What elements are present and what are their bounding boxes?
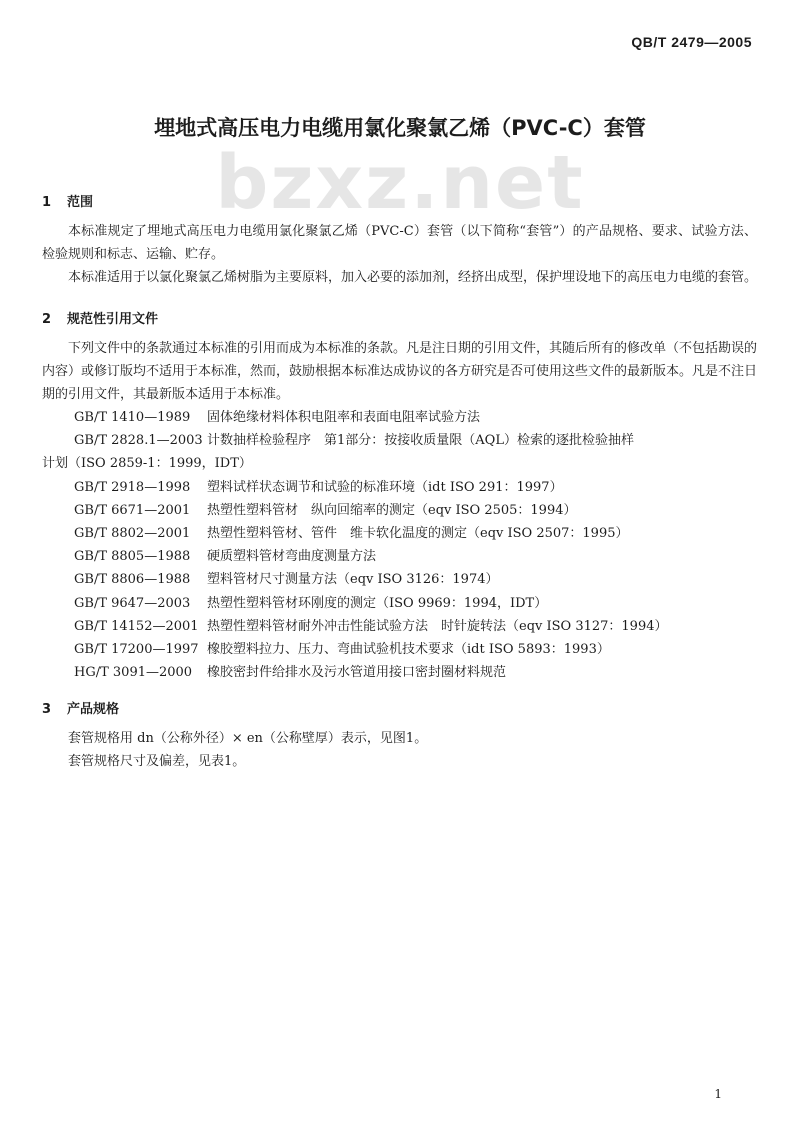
reference-title: 热塑性塑料管材耐外冲击性能试验方法 时针旋转法（eqv ISO 3127：1994） [207, 618, 668, 634]
reference-title: 热塑性塑料管材、管件 维卡软化温度的测定（eqv ISO 2507：1995） [207, 526, 629, 542]
reference-title: 硬质塑料管材弯曲度测量方法 [207, 549, 377, 565]
section-1-heading [42, 191, 757, 210]
reference-title: 热塑性塑料管材环刚度的测定（ISO 9969：1994，IDT） [207, 595, 548, 611]
normative-references-list [42, 406, 757, 684]
paragraph: 本标准适用于以氯化聚氯乙烯树脂为主要原料，加入必要的添加剂，经挤出成型，保护埋设地下的高压电力电缆的套管。 [68, 270, 758, 285]
section-title: 范围 [67, 195, 94, 210]
reference-title: 固体绝缘材料体积电阻率和表面电阻率试验方法 [207, 410, 481, 425]
reference-title: 橡胶密封件给排水及污水管道用接口密封圈材料规范 [207, 665, 507, 681]
reference-item [42, 615, 757, 638]
reference-code: GB/T 14152—2001 [74, 618, 199, 634]
reference-title: 塑料试样状态调节和试验的标准环境（idt ISO 291：1997） [207, 479, 563, 495]
section-title: 产品规格 [67, 702, 120, 718]
reference-code: GB/T 8802—2001 [74, 526, 191, 542]
section-number: 2 [42, 312, 52, 327]
reference-item [42, 476, 757, 499]
reference-item [42, 522, 757, 545]
standard-code: QB/T 2479—2005 [631, 34, 752, 50]
reference-item [42, 661, 757, 684]
reference-item [42, 568, 757, 591]
reference-item [42, 638, 757, 661]
reference-item [42, 545, 757, 568]
reference-code: GB/T 8806—1988 [74, 572, 191, 588]
section-title: 规范性引用文件 [67, 312, 159, 327]
paragraph: 本标准规定了埋地式高压电力电缆用氯化聚氯乙烯（PVC-C）套管（以下简称“套管”）的产品规格、要求、试验方法、检验规则和标志、运输、贮存。 [42, 224, 757, 262]
reference-code: GB/T 1410—1989 [74, 410, 191, 425]
section-3-heading [42, 698, 757, 717]
document-title: 埋地式高压电力电缆用氯化聚氯乙烯（PVC-C）套管 [154, 116, 646, 140]
reference-code: HG/T 3091—2000 [74, 665, 193, 681]
paragraph: 套管规格用 dn（公称外径）× en（公称壁厚）表示，见图1。 [68, 731, 428, 747]
document-body [42, 191, 757, 773]
reference-item [42, 429, 757, 475]
reference-title: 计数抽样检验程序 第1部分：按接收质量限（AQL）检索的逐批检验抽样 [207, 433, 634, 449]
reference-title: 热塑性塑料管材 纵向回缩率的测定（eqv ISO 2505：1994） [207, 502, 577, 518]
reference-code: GB/T 2918—1998 [74, 479, 191, 495]
reference-code: GB/T 9647—2003 [74, 595, 191, 611]
paragraph: 下列文件中的条款通过本标准的引用而成为本标准的条款。凡是注日期的引用文件，其随后所有的修改单（不包括勘误的内容）或修订版均不适用于本标准，然而，鼓励根据本标准达成协议的各方研究是否可使用这些文件的最新版本。凡是不注日期的引用文件，其最新版本适用于本标准。 [42, 341, 758, 402]
reference-title: 塑料管材尺寸测量方法（eqv ISO 3126：1974） [207, 572, 499, 588]
section-number: 1 [42, 195, 52, 210]
section-number: 3 [42, 702, 52, 718]
reference-code: GB/T 2828.1—2003 [74, 433, 203, 449]
paragraph: 套管规格尺寸及偏差，见表1。 [68, 754, 246, 770]
reference-item [42, 592, 757, 615]
watermark: bzxz.net [215, 140, 585, 226]
reference-code: GB/T 17200—1997 [74, 642, 199, 658]
reference-item [42, 499, 757, 522]
reference-item [42, 406, 757, 429]
reference-code: GB/T 6671—2001 [74, 502, 191, 518]
page-number: 1 [714, 1087, 722, 1101]
reference-title-continued: 计划（ISO 2859-1：1999，IDT） [42, 456, 252, 472]
reference-code: GB/T 8805—1988 [74, 549, 191, 565]
section-2-heading [42, 308, 757, 327]
reference-title: 橡胶塑料拉力、压力、弯曲试验机技术要求（idt ISO 5893：1993） [207, 642, 610, 658]
